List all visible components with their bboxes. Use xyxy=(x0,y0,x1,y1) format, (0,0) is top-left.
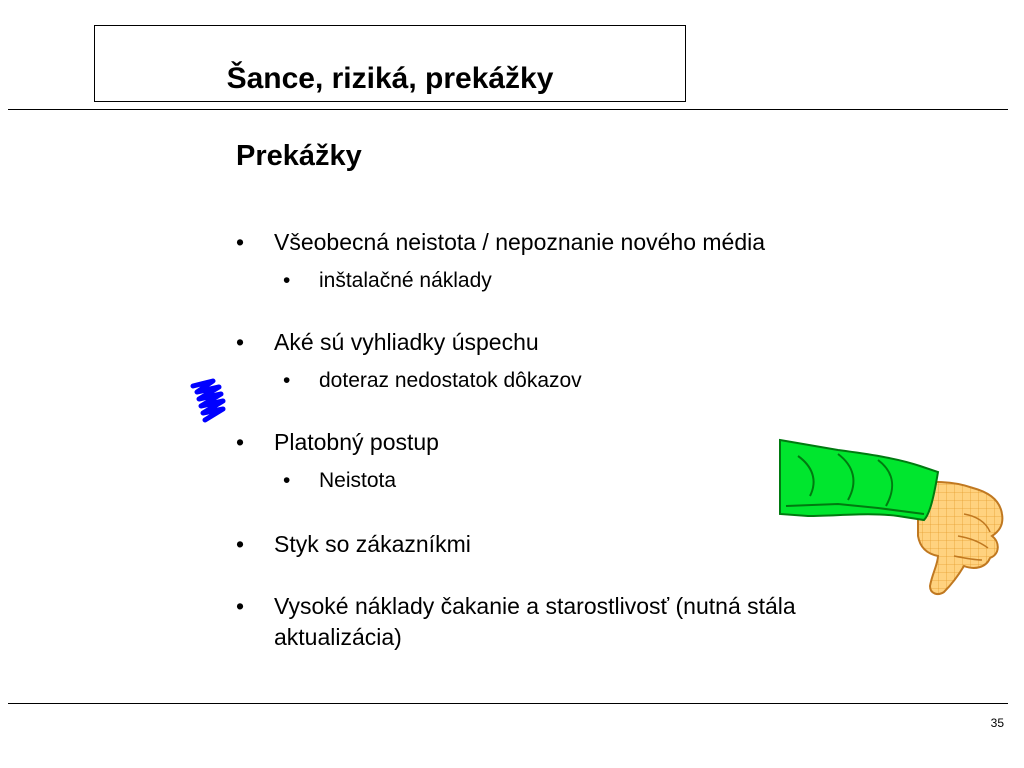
bullet-text: Styk so zákazníkmi xyxy=(274,531,471,557)
bullet-marker: • xyxy=(236,531,245,557)
slide-title-box xyxy=(94,25,686,102)
bullet-text: Aké sú vyhliadky úspechu xyxy=(274,329,539,355)
section-heading: Prekážky xyxy=(236,140,362,172)
top-divider xyxy=(8,109,1008,110)
bullet-marker: • xyxy=(236,593,245,619)
bullet-text: Vysoké náklady čakanie a starostlivosť (nutná stála xyxy=(274,593,796,619)
bullet-marker: • xyxy=(236,229,245,255)
sub-bullet-marker: • xyxy=(283,469,291,492)
bullet-text: Všeobecná neistota / nepoznanie nového média xyxy=(274,229,766,255)
page-number: 35 xyxy=(990,716,1004,730)
thumbs-down-icon xyxy=(778,436,1008,601)
sub-bullet-marker: • xyxy=(283,269,291,292)
bullet-text: Platobný postup xyxy=(274,429,439,455)
bottom-divider xyxy=(8,703,1008,704)
sub-bullet-marker: • xyxy=(283,369,291,392)
sub-bullet-text: Neistota xyxy=(319,469,397,492)
blue-spring-icon xyxy=(183,378,227,428)
bullet-text-continued: aktualizácia) xyxy=(274,624,402,650)
bullet-marker: • xyxy=(236,329,245,355)
slide-title: Šance, riziká, prekážky xyxy=(226,62,554,95)
bullet-marker: • xyxy=(236,429,245,455)
sub-bullet-text: doteraz nedostatok dôkazov xyxy=(319,369,582,392)
sub-bullet-text: inštalačné náklady xyxy=(319,269,492,292)
